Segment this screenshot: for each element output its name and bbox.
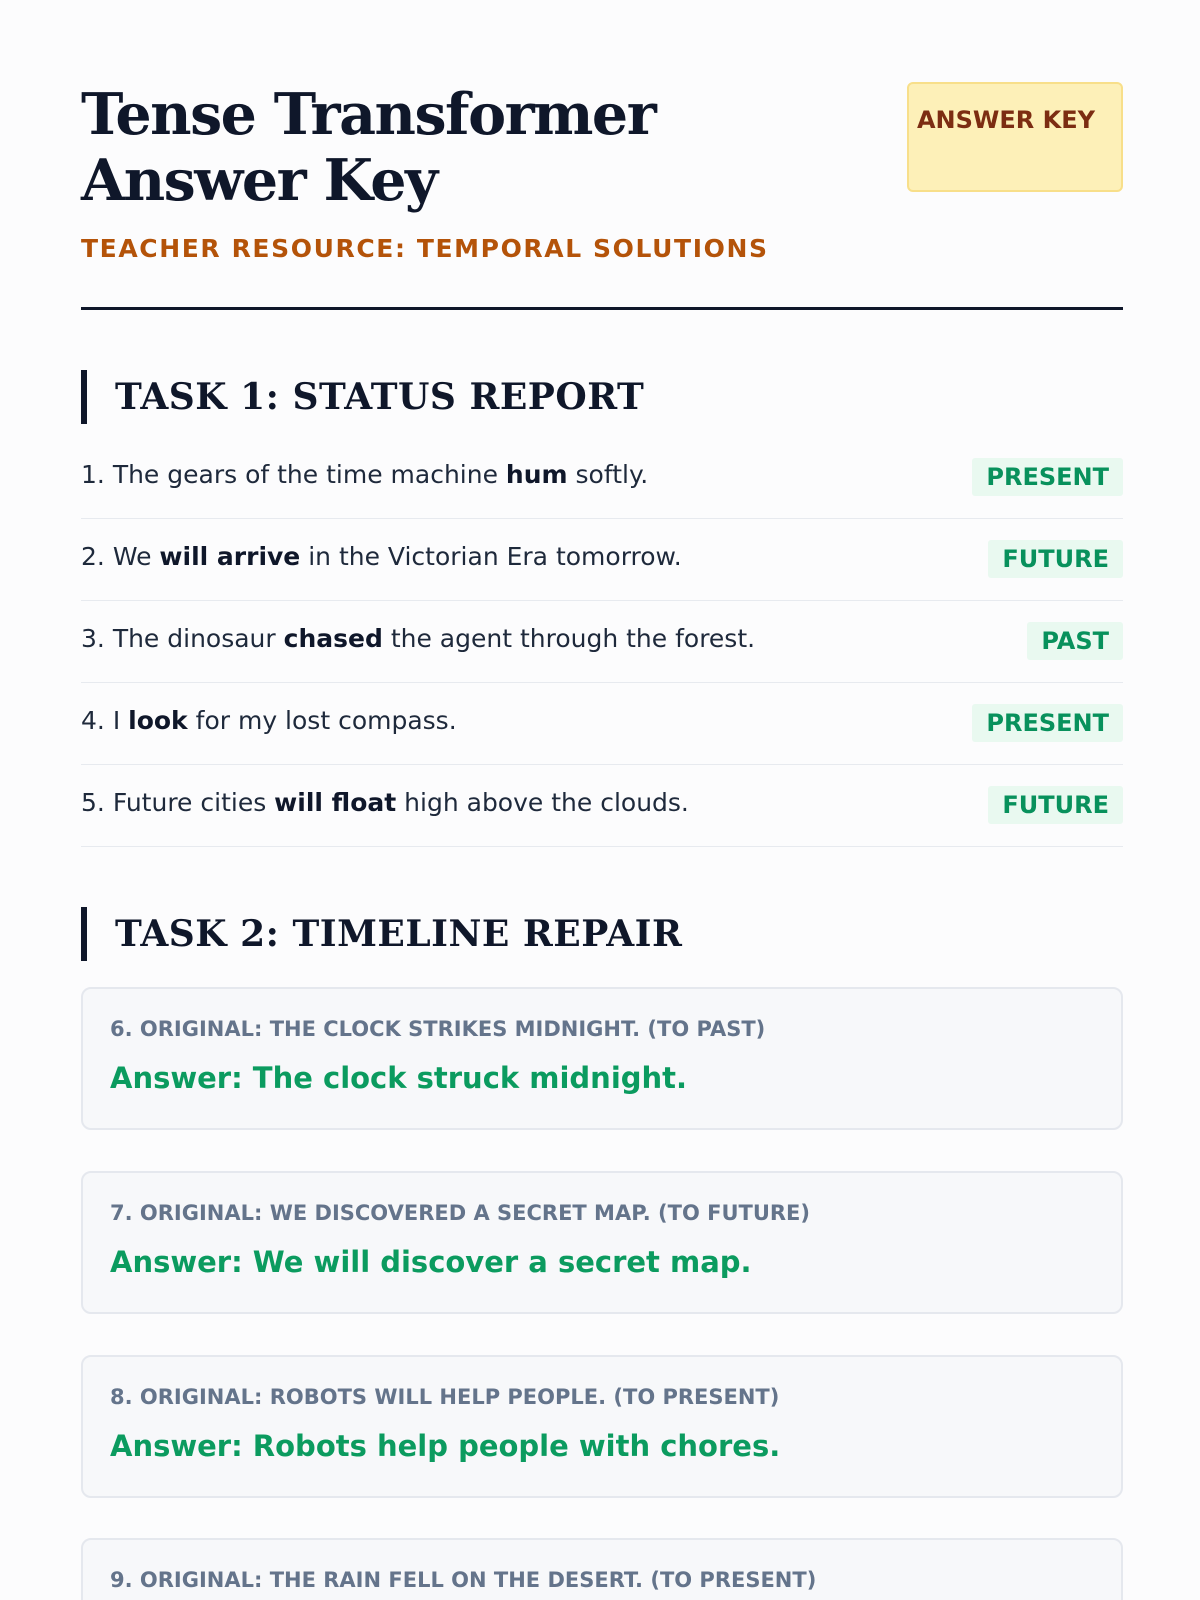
verb-highlight: look — [128, 706, 188, 735]
sentence-start: We — [112, 542, 152, 571]
item-number: 2. — [81, 542, 105, 571]
status-report-list — [81, 437, 1123, 847]
repair-card — [81, 987, 1123, 1130]
item-number: 4. — [81, 706, 105, 735]
answer-sentence: Answer: We will discover a secret map. — [110, 1245, 752, 1279]
tense-tag: PAST — [1027, 622, 1123, 660]
status-sentence — [81, 622, 755, 656]
status-item — [81, 519, 1123, 601]
answer-key-page — [81, 0, 1123, 1600]
status-sentence — [81, 704, 457, 738]
sentence-start: Future cities — [112, 788, 267, 817]
sentence-end: the agent through the forest. — [390, 624, 756, 653]
answer-sentence: Answer: The clock struck midnight. — [110, 1061, 688, 1095]
status-item — [81, 765, 1123, 847]
page-header — [81, 82, 1123, 310]
original-sentence: 7. ORIGINAL: WE DISCOVERED A SECRET MAP. (TO FUTURE) — [110, 1201, 810, 1225]
answer-key-badge: ANSWER KEY — [907, 82, 1123, 192]
verb-highlight: will arrive — [159, 542, 301, 571]
repair-card — [81, 1171, 1123, 1314]
status-sentence — [81, 540, 682, 574]
tense-tag: FUTURE — [988, 786, 1123, 824]
task2-heading: TASK 2: TIMELINE REPAIR — [81, 907, 1123, 961]
sentence-start: I — [112, 706, 121, 735]
original-sentence: 8. ORIGINAL: ROBOTS WILL HELP PEOPLE. (TO PRESENT) — [110, 1385, 780, 1409]
status-sentence — [81, 458, 648, 492]
verb-highlight: chased — [283, 624, 383, 653]
page-subtitle: TEACHER RESOURCE: TEMPORAL SOLUTIONS — [81, 234, 769, 263]
tense-tag: PRESENT — [972, 704, 1123, 742]
item-number: 3. — [81, 624, 105, 653]
status-item — [81, 437, 1123, 519]
sentence-start: The dinosaur — [112, 624, 276, 653]
original-sentence: 9. ORIGINAL: THE RAIN FELL ON THE DESERT. (TO PRESENT) — [110, 1568, 817, 1592]
verb-highlight: will float — [274, 788, 397, 817]
repair-card — [81, 1538, 1123, 1600]
status-item — [81, 601, 1123, 683]
tense-tag: FUTURE — [988, 540, 1123, 578]
status-sentence — [81, 786, 689, 820]
item-number: 1. — [81, 460, 105, 489]
tense-tag: PRESENT — [972, 458, 1123, 496]
task1-heading: TASK 1: STATUS REPORT — [81, 370, 1123, 424]
sentence-end: in the Victorian Era tomorrow. — [308, 542, 682, 571]
page-title: Tense Transformer Answer Key — [81, 81, 656, 214]
sentence-start: The gears of the time machine — [112, 460, 498, 489]
answer-sentence: Answer: Robots help people with chores. — [110, 1429, 781, 1463]
original-sentence: 6. ORIGINAL: THE CLOCK STRIKES MIDNIGHT. (TO PAST) — [110, 1017, 766, 1041]
status-item — [81, 683, 1123, 765]
item-number: 5. — [81, 788, 105, 817]
repair-card — [81, 1355, 1123, 1498]
sentence-end: for my lost compass. — [195, 706, 457, 735]
sentence-end: softly. — [575, 460, 649, 489]
verb-highlight: hum — [505, 460, 568, 489]
sentence-end: high above the clouds. — [404, 788, 689, 817]
